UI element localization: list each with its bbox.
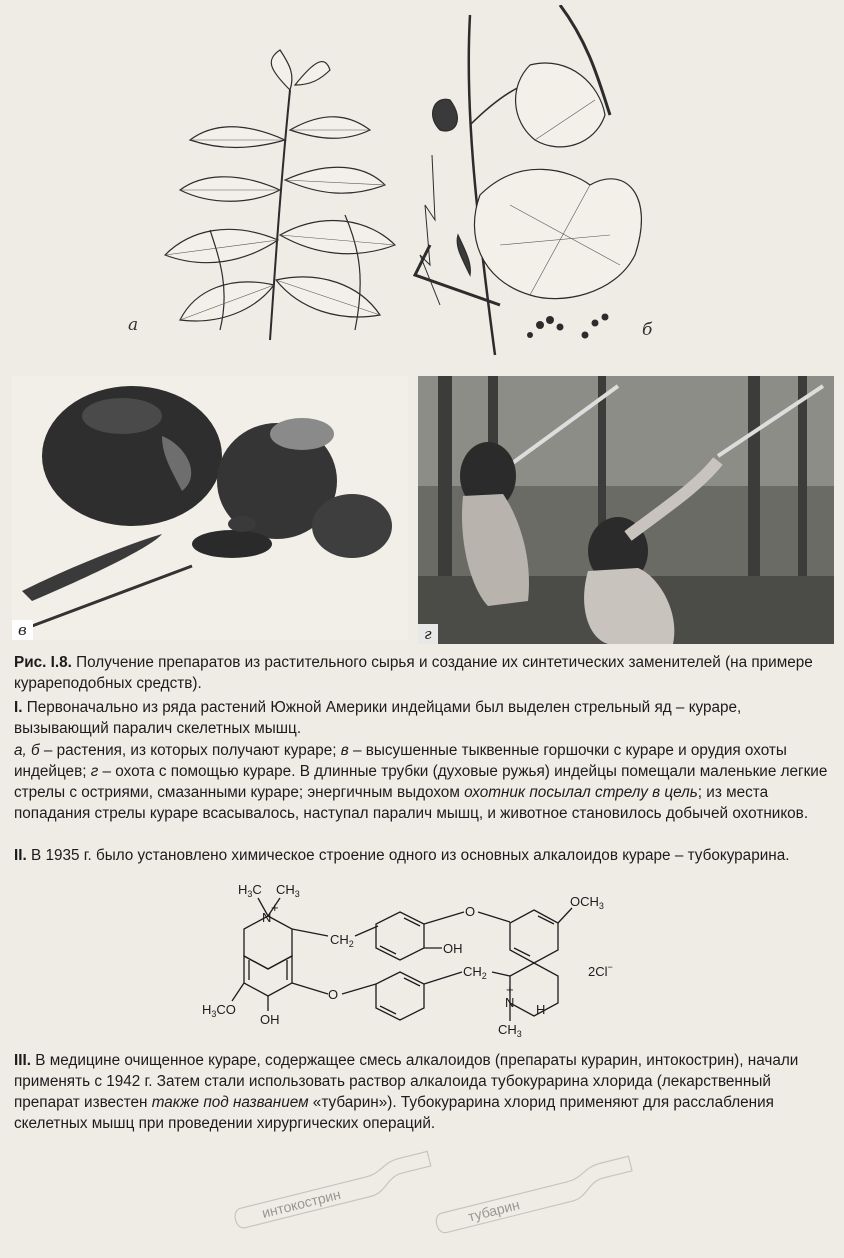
detail-v: в (340, 742, 349, 759)
section-1-number: I. (14, 699, 23, 716)
figure-detail (14, 740, 830, 824)
chem-o-bridge-2: O (328, 987, 339, 1002)
chem-n-bottom-charge: + (506, 982, 514, 997)
detail-t3: – охота с помощью кураре. В длинные трубки (духовые ружья) индейцы помещали маленькие легкие стрелы с остриями, смазанными кураре; энергичным выдохом (14, 763, 828, 801)
photo-label-v: в (12, 620, 33, 640)
chem-n-top: N (262, 910, 272, 925)
section-3-t2: «тубарин»). Тубокурарина хлорид применяют для расслабления скелетных мышц при проведении хирургических операций. (14, 1094, 774, 1132)
ampoule-tubarin (420, 1150, 650, 1240)
section-2-text: В 1935 г. было установлено химическое строение одного из основных алкалоидов кураре – тубокурарина. (26, 847, 790, 864)
chem-h3co: $H_3CO$ (202, 1002, 236, 1019)
detail-italic: охотник посылал стрелу в цель (464, 784, 698, 801)
figure-label-a: а (128, 315, 139, 335)
caption-text: Получение препаратов из растительного сырья и создание их синтетических заменителей (на примере курареподобных средств). (14, 654, 813, 692)
chem-h-bottom: H (536, 1002, 546, 1017)
chem-oh-2: OH (260, 1012, 280, 1027)
chem-n-bottom: N (505, 995, 515, 1010)
section-2 (14, 845, 830, 866)
section-2-number: II. (14, 847, 27, 864)
detail-t2: – высушенные тыквенные горшочки с кураре и орудия охоты индейцев; (14, 742, 787, 780)
section-1 (14, 697, 830, 739)
tubocurarine-structure (180, 876, 660, 1041)
detail-t4: ; из места попадания стрелы кураре всасывалось, наступал паралич мышц, и животное становилось добычей охотников. (14, 784, 809, 822)
detail-ab: а, б (14, 742, 40, 759)
hunters-image (418, 376, 834, 644)
chem-ch3-n: $CH_3$ (276, 882, 300, 899)
gourds-image (12, 376, 408, 640)
chem-och3-top: $OCH_3$ (570, 894, 604, 911)
section-3-italic: также под названием (151, 1094, 309, 1111)
section-3-t1: В медицине очищенное кураре, содержащее смесь алкалоидов (препараты курарин, интокострин), начали применять с 1942 г. Затем стали использовать раствор алкалоида тубокурарина хлорида (лекарственный препарат известен (14, 1052, 799, 1111)
caption-prefix: Рис. I.8. (14, 654, 72, 671)
detail-g: г (90, 763, 99, 780)
plant-b-illustration (410, 5, 840, 360)
chem-ch2-a: $CH_2$ (330, 932, 354, 949)
chem-chloride: 2Cl− (588, 962, 613, 979)
plant-a-illustration (150, 30, 410, 350)
detail-t1: – растения, из которых получают кураре; (39, 742, 341, 759)
section-1-text: Первоначально из ряда растений Южной Америки индейцами был выделен стрельный яд – кураре, вызывающий паралич скелетных мышц. (14, 699, 742, 737)
chem-h3c-n: $H_3C$ (238, 882, 262, 899)
figure-label-b: б (642, 320, 653, 340)
section-3 (14, 1050, 830, 1134)
ampoule-1-label: интокострин (260, 1185, 343, 1221)
ampoule-intocostrin (220, 1150, 450, 1240)
chem-ch2-b: $CH_2$ (463, 964, 487, 981)
photo-blowgun-hunters (418, 376, 834, 644)
chem-oh-1: OH (443, 941, 463, 956)
section-3-number: III. (14, 1052, 31, 1069)
chem-n-top-charge: + (271, 900, 279, 915)
chem-o-bridge-1: O (465, 904, 476, 919)
figure-caption (14, 652, 830, 694)
photo-label-g: г (418, 624, 438, 644)
chem-ch3-bottom: $CH_3$ (498, 1022, 522, 1039)
ampoule-2-label: тубарин (466, 1196, 522, 1225)
photo-curare-gourds (12, 376, 408, 640)
